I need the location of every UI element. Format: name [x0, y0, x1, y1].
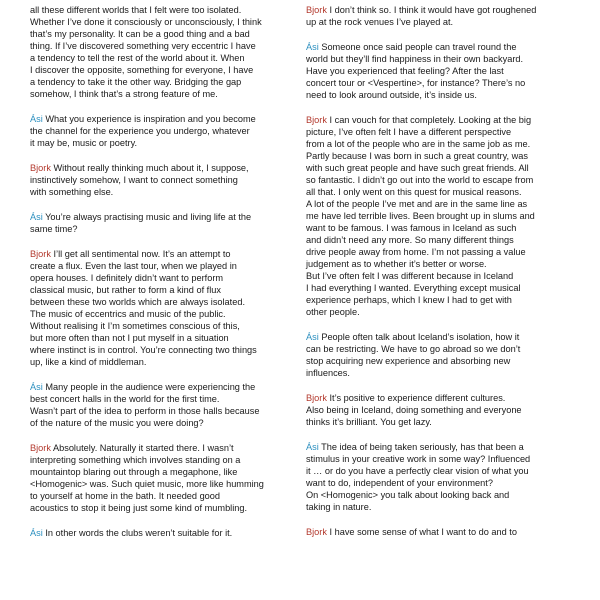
line-text: Have you experienced that feeling? After the last: [306, 66, 504, 76]
line-text: acoustics to stop it being just some kind of mumbling.: [30, 503, 248, 513]
interview-paragraph: [30, 442, 298, 514]
text-line: [306, 306, 574, 318]
interview-paragraph: [306, 114, 574, 318]
line-text: classical music, but rather to form a kind of flux: [30, 285, 221, 295]
text-line: [30, 4, 298, 16]
line-text: interpreting something which involves standing on a: [30, 455, 241, 465]
line-text: up at the rock venues I’ve played at.: [306, 17, 454, 27]
text-line: [30, 137, 298, 149]
line-text: I had everything I wanted. Everything except musical: [306, 283, 521, 293]
line-text: Wasn’t part of the idea to perform in those halls because: [30, 406, 260, 416]
text-line: [306, 355, 574, 367]
text-line: [30, 527, 298, 539]
interview-paragraph: [306, 4, 574, 28]
right-column: [306, 4, 574, 551]
text-line: [30, 76, 298, 88]
line-text: and didn’t need any more. So many different things: [306, 235, 514, 245]
line-text: Partly because I was born in such a great country, was: [306, 151, 528, 161]
text-line: [306, 198, 574, 210]
text-line: [306, 526, 574, 538]
speaker-label: Ási: [30, 528, 43, 538]
text-line: [306, 138, 574, 150]
text-line: [306, 234, 574, 246]
speaker-label: Bjork: [30, 443, 51, 453]
text-line: [306, 53, 574, 65]
line-text: want to be famous. I was famous in Iceland as such: [306, 223, 517, 233]
line-text: best concert halls in the world for the first time.: [30, 394, 220, 404]
text-line: [30, 260, 298, 272]
line-text: a tendency to take it the other way. Bridging the gap: [30, 77, 242, 87]
line-text: want to do, independent of your environment?: [306, 478, 493, 488]
line-text: I’ll get all sentimental now. It’s an attempt to: [50, 249, 231, 259]
line-text: Also being in Iceland, doing something and everyone: [306, 405, 522, 415]
speaker-label: Ási: [306, 442, 319, 452]
text-line: [306, 416, 574, 428]
text-line: [306, 392, 574, 404]
line-text: where instinct is in control. You’re connecting two things: [30, 345, 257, 355]
line-text: same time?: [30, 224, 78, 234]
line-text: create a flux. Even the last tour, when we played in: [30, 261, 237, 271]
text-line: [30, 272, 298, 284]
line-text: Many people in the audience were experiencing the: [42, 382, 256, 392]
text-line: [306, 246, 574, 258]
speaker-label: Ási: [30, 382, 43, 392]
line-text: need to look around outside, it’s inside us.: [306, 90, 477, 100]
interview-paragraph: [30, 248, 298, 368]
text-line: [30, 344, 298, 356]
text-line: [306, 404, 574, 416]
line-text: Whether I’ve done it consciously or unconsciously, I think: [30, 17, 262, 27]
line-text: A lot of the people I’ve met and are in the same line as: [306, 199, 528, 209]
line-text: mountaintop blaring out through a megaphone, like: [30, 467, 238, 477]
text-line: [306, 126, 574, 138]
line-text: I don’t think so. I think it would have got roughened: [326, 5, 537, 15]
text-line: [306, 77, 574, 89]
line-text: can be restricting. We have to go abroad so we don’t: [306, 344, 521, 354]
line-text: experience perhaps, which I knew I had to get with: [306, 295, 512, 305]
text-line: [30, 381, 298, 393]
text-line: [306, 367, 574, 379]
text-line: [306, 477, 574, 489]
line-text: world but they’ll find happiness in their own backyard.: [306, 54, 524, 64]
line-text: influences.: [306, 368, 350, 378]
interview-paragraph: [30, 4, 298, 100]
line-text: with such great people and have such great friends. All: [306, 163, 529, 173]
interview-paragraph: [30, 211, 298, 235]
interview-paragraph: [30, 113, 298, 149]
text-line: [306, 331, 574, 343]
text-line: [306, 294, 574, 306]
speaker-label: Bjork: [306, 5, 327, 15]
text-line: [306, 270, 574, 282]
text-line: [30, 296, 298, 308]
text-line: [30, 466, 298, 478]
line-text: with something else.: [30, 187, 114, 197]
text-line: [30, 64, 298, 76]
text-line: [30, 332, 298, 344]
interview-paragraph: [30, 527, 298, 539]
text-line: [30, 52, 298, 64]
line-text: all that. I only went on this quest for musical reasons.: [306, 187, 522, 197]
line-text: me have led terrible lives. Been brought up in slums and: [306, 211, 535, 221]
line-text: instinctively somehow, I want to connect something: [30, 175, 238, 185]
text-line: [30, 162, 298, 174]
text-line: [30, 186, 298, 198]
speaker-label: Bjork: [306, 527, 327, 537]
speaker-label: Ási: [306, 42, 319, 52]
text-line: [30, 28, 298, 40]
text-line: [306, 222, 574, 234]
line-text: of the nature of the music you were doing?: [30, 418, 204, 428]
text-line: [306, 186, 574, 198]
line-text: all these different worlds that I felt were too isolated.: [30, 5, 242, 15]
speaker-label: Bjork: [306, 115, 327, 125]
line-text: a tendency to tell the rest of the world about it. When: [30, 53, 245, 63]
text-line: [306, 465, 574, 477]
text-line: [30, 320, 298, 332]
interview-paragraph: [30, 162, 298, 198]
line-text: In other words the clubs weren’t suitable for it.: [42, 528, 233, 538]
line-text: other people.: [306, 307, 360, 317]
text-line: [30, 113, 298, 125]
line-text: The idea of being taken seriously, has that been a: [318, 442, 524, 452]
text-line: [306, 162, 574, 174]
text-line: [30, 502, 298, 514]
text-line: [306, 501, 574, 513]
line-text: picture, I’ve often felt I have a different perspective: [306, 127, 512, 137]
text-line: [306, 258, 574, 270]
text-line: [306, 453, 574, 465]
line-text: I discover the opposite, something for everyone, I have: [30, 65, 254, 75]
line-text: People often talk about Iceland’s isolation, how it: [318, 332, 520, 342]
line-text: The music of eccentrics and music of the public.: [30, 309, 226, 319]
line-text: thing. If I’ve discovered something very eccentric I have: [30, 41, 256, 51]
line-text: Absolutely. Naturally it started there. I wasn’t: [50, 443, 234, 453]
interview-paragraph: [306, 331, 574, 379]
text-line: [30, 16, 298, 28]
line-text: but more often than not I put myself in a situation: [30, 333, 229, 343]
text-line: [306, 210, 574, 222]
line-text: <Homogenic> was. Such quiet music, more like humming: [30, 479, 264, 489]
text-line: [306, 4, 574, 16]
line-text: between these two worlds which are always isolated.: [30, 297, 245, 307]
line-text: it may be, music or poetry.: [30, 138, 138, 148]
text-line: [30, 125, 298, 137]
speaker-label: Ási: [30, 212, 43, 222]
text-line: [306, 41, 574, 53]
text-line: [306, 489, 574, 501]
text-line: [30, 248, 298, 260]
text-line: [30, 211, 298, 223]
line-text: Without realising it I’m sometimes conscious of this,: [30, 321, 240, 331]
text-line: [30, 284, 298, 296]
line-text: it … or do you have a perfectly clear vision of what you: [306, 466, 529, 476]
interview-paragraph: [306, 526, 574, 538]
line-text: stop acquiring new experience and absorbing new: [306, 356, 511, 366]
line-text: judgement as to whether it’s better or worse.: [306, 259, 487, 269]
text-line: [30, 393, 298, 405]
line-text: stimulus in your creative work in some way? Influenced: [306, 454, 531, 464]
interview-paragraph: [30, 381, 298, 429]
line-text: But I’ve often felt I was different because in Iceland: [306, 271, 514, 281]
text-line: [30, 442, 298, 454]
text-line: [30, 174, 298, 186]
line-text: You’re always practising music and living life at the: [42, 212, 252, 222]
speaker-label: Bjork: [306, 393, 327, 403]
text-line: [306, 114, 574, 126]
line-text: opera houses. I definitely didn’t want to perform: [30, 273, 224, 283]
left-column: [30, 4, 298, 552]
speaker-label: Ási: [306, 332, 319, 342]
interview-paragraph: [306, 441, 574, 513]
text-line: [306, 150, 574, 162]
line-text: concert tour or <Vespertine>, for instance? There’s no: [306, 78, 526, 88]
line-text: from a lot of the people who are in the same job as me.: [306, 139, 531, 149]
line-text: thinks it’s brilliant. You get lazy.: [306, 417, 432, 427]
line-text: Without really thinking much about it, I suppose,: [50, 163, 249, 173]
text-line: [30, 478, 298, 490]
text-line: [306, 282, 574, 294]
text-line: [306, 16, 574, 28]
text-line: [30, 308, 298, 320]
line-text: to yourself at home in the bath. It needed good: [30, 491, 221, 501]
text-line: [306, 343, 574, 355]
line-text: taking in nature.: [306, 502, 372, 512]
text-line: [30, 356, 298, 368]
line-text: Someone once said people can travel round the: [318, 42, 517, 52]
text-line: [306, 174, 574, 186]
line-text: I have some sense of what I want to do and to: [326, 527, 517, 537]
text-line: [30, 223, 298, 235]
line-text: I can vouch for that completely. Looking at the big: [326, 115, 532, 125]
text-line: [306, 65, 574, 77]
line-text: that’s my personality. It can be a good thing and a bad: [30, 29, 250, 39]
interview-paragraph: [306, 41, 574, 101]
line-text: drive people away from home. I’m not passing a value: [306, 247, 526, 257]
text-line: [30, 417, 298, 429]
text-line: [306, 441, 574, 453]
text-line: [30, 454, 298, 466]
line-text: On <Homogenic> you talk about looking back and: [306, 490, 510, 500]
text-line: [30, 490, 298, 502]
text-line: [30, 405, 298, 417]
line-text: It’s positive to experience different cultures.: [326, 393, 506, 403]
speaker-label: Bjork: [30, 249, 51, 259]
line-text: up, like a kind of middleman.: [30, 357, 147, 367]
interview-paragraph: [306, 392, 574, 428]
speaker-label: Bjork: [30, 163, 51, 173]
line-text: the channel for the experience you undergo, whatever: [30, 126, 250, 136]
line-text: somehow, I think that’s a strong feature of me.: [30, 89, 218, 99]
text-line: [30, 40, 298, 52]
text-line: [30, 88, 298, 100]
line-text: so fantastic. I didn’t go out into the world to escape from: [306, 175, 534, 185]
text-line: [306, 89, 574, 101]
speaker-label: Ási: [30, 114, 43, 124]
line-text: What you experience is inspiration and you become: [42, 114, 256, 124]
